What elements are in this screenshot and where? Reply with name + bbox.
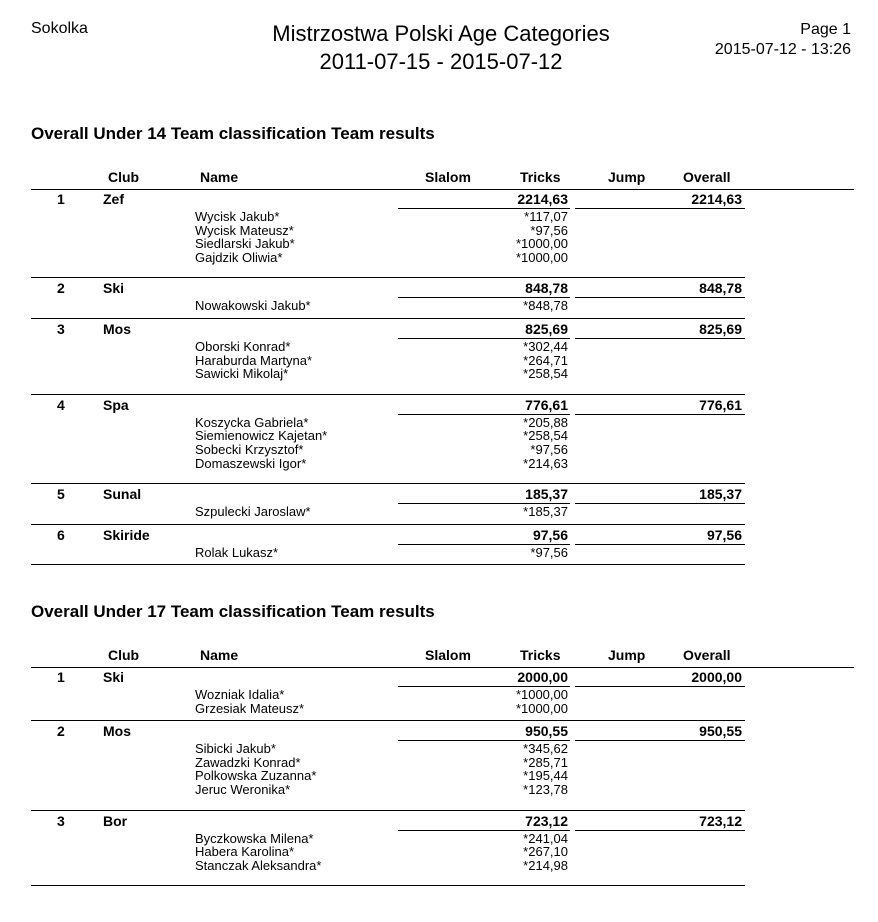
member-name: Jeruc Weronika* [195, 782, 291, 797]
team-tricks-total: 825,69 [525, 321, 568, 337]
member-tricks: *195,44 [523, 768, 568, 784]
member-name: Oborski Konrad* [195, 339, 291, 354]
member-tricks: *1000,00 [515, 249, 568, 265]
team-overall-rule [575, 830, 745, 831]
team-separator-rule [31, 394, 745, 395]
team-club: Mos [103, 723, 131, 740]
member-name: Siemienowicz Kajetan* [195, 428, 328, 444]
team-overall-total: 723,12 [699, 812, 742, 829]
member-name: Polkowska Zuzanna* [195, 768, 317, 784]
team-overall-total: 825,69 [699, 321, 742, 337]
team-separator-rule [31, 564, 745, 565]
column-header-slalom: Slalom [425, 169, 471, 185]
member-name: Siedlarski Jakub* [195, 236, 295, 252]
member-name: Wycisk Mateusz* [195, 222, 294, 238]
team-separator-rule [31, 483, 745, 484]
team-separator-rule [31, 277, 745, 278]
team-overall-rule [575, 297, 745, 298]
member-name: Koszycka Gabriela* [195, 414, 309, 430]
member-name: Sibicki Jakub* [195, 741, 276, 757]
team-club: Ski [103, 669, 125, 685]
member-tricks: *117,07 [524, 209, 568, 224]
page-number: Page 1 [800, 21, 851, 38]
team-tricks-total: 97,56 [532, 526, 568, 543]
team-overall-rule [575, 686, 745, 687]
team-rank: 1 [57, 669, 65, 685]
team-overall-total: 776,61 [699, 396, 742, 413]
report-timestamp: 2015-07-12 - 13:26 [714, 41, 851, 58]
member-name: Stanczak Aleksandra* [195, 857, 322, 873]
section-title: Overall Under 14 Team classification Team results [31, 124, 435, 143]
team-club: Zef [103, 191, 124, 207]
column-header-club: Club [108, 169, 140, 185]
team-tricks-total: 2214,63 [517, 191, 568, 207]
member-tricks: *1000,00 [515, 700, 568, 716]
team-rank: 4 [57, 396, 65, 413]
column-header-jump: Jump [608, 647, 646, 663]
column-header-overall: Overall [683, 169, 731, 185]
column-header-name: Name [200, 647, 239, 663]
team-club: Mos [103, 321, 131, 337]
column-header-slalom: Slalom [425, 647, 471, 663]
report-title-line1: Mistrzostwa Polski Age Categories [272, 21, 610, 46]
member-tricks: *848,78 [523, 298, 568, 314]
member-name: Wozniak Idalia* [195, 687, 285, 702]
member-name: Grzesiak Mateusz* [195, 700, 305, 716]
member-name: Domaszewski Igor* [195, 455, 307, 471]
team-rank: 6 [57, 526, 65, 543]
team-overall-rule [575, 338, 745, 339]
member-tricks: *302,44 [523, 339, 568, 354]
member-name: Wycisk Jakub* [195, 209, 280, 224]
member-name: Byczkowska Milena* [195, 830, 314, 846]
team-club: Bor [103, 812, 128, 829]
member-name: Gajdzik Oliwia* [195, 249, 283, 265]
column-header-overall: Overall [683, 647, 731, 663]
team-tricks-total: 950,55 [525, 723, 568, 740]
member-name: Szpulecki Jaroslaw* [195, 504, 311, 520]
header-rule [31, 189, 854, 190]
report-page-info [715, 20, 851, 60]
member-tricks: *258,54 [523, 366, 568, 382]
member-tricks: *185,37 [523, 504, 568, 520]
member-tricks: *345,62 [523, 741, 568, 757]
team-rank: 3 [57, 321, 65, 337]
column-header-name: Name [200, 169, 239, 185]
team-separator-rule [31, 810, 745, 811]
member-name: Haraburda Martyna* [195, 352, 313, 368]
member-name: Habera Karolina* [195, 844, 295, 860]
team-separator-rule [31, 524, 745, 525]
team-overall-total: 950,55 [699, 723, 742, 740]
team-tricks-total: 2000,00 [517, 669, 568, 685]
team-rank: 2 [57, 723, 65, 740]
team-tricks-total: 723,12 [525, 812, 568, 829]
team-tricks-total: 848,78 [525, 280, 568, 297]
column-header-tricks: Tricks [520, 169, 561, 185]
team-rank: 5 [57, 486, 65, 503]
column-header-jump: Jump [608, 169, 646, 185]
report-location: Sokolka [31, 20, 88, 37]
team-overall-rule [575, 414, 745, 415]
team-overall-rule [575, 740, 745, 741]
team-overall-total: 2214,63 [691, 191, 742, 207]
team-separator-rule [31, 720, 745, 721]
member-tricks: *97,56 [530, 222, 568, 238]
column-header-tricks: Tricks [520, 647, 561, 663]
team-overall-total: 185,37 [699, 486, 742, 503]
team-club: Sunal [103, 486, 142, 503]
member-tricks: *214,63 [523, 455, 568, 471]
member-tricks: *97,56 [530, 442, 568, 457]
team-club: Spa [103, 396, 129, 413]
member-name: Rolak Lukasz* [195, 544, 279, 560]
team-tricks-total: 185,37 [525, 486, 568, 503]
member-tricks: *214,98 [523, 857, 568, 873]
team-overall-total: 848,78 [699, 280, 742, 297]
team-overall-total: 97,56 [706, 526, 742, 543]
team-rank: 2 [57, 280, 65, 297]
member-tricks: *1000,00 [515, 236, 568, 252]
member-tricks: *123,78 [523, 782, 568, 797]
member-tricks: *1000,00 [515, 687, 568, 702]
team-separator-rule [31, 318, 745, 319]
column-header-club: Club [108, 647, 140, 663]
member-name: Sawicki Mikolaj* [195, 366, 289, 382]
member-name: Zawadzki Konrad* [195, 754, 301, 770]
team-tricks-total: 776,61 [525, 396, 568, 413]
member-tricks: *285,71 [523, 754, 568, 770]
team-rank: 1 [57, 191, 65, 207]
team-separator-rule [31, 885, 745, 886]
member-name: Nowakowski Jakub* [195, 298, 311, 314]
team-overall-rule [575, 544, 745, 545]
section-title: Overall Under 17 Team classification Team results [31, 602, 435, 621]
team-overall-total: 2000,00 [691, 669, 742, 685]
member-tricks: *267,10 [523, 844, 568, 860]
member-name: Sobecki Krzysztof* [195, 442, 304, 457]
member-tricks: *264,71 [523, 352, 568, 368]
team-club: Skiride [103, 526, 150, 543]
member-tricks: *205,88 [523, 414, 568, 430]
team-overall-rule [575, 503, 745, 504]
report-date-range: 2011-07-15 - 2015-07-12 [319, 49, 563, 74]
team-overall-rule [575, 208, 745, 209]
team-rank: 3 [57, 812, 65, 829]
member-tricks: *97,56 [530, 544, 568, 560]
team-club: Ski [103, 280, 125, 297]
member-tricks: *258,54 [523, 428, 568, 444]
member-tricks: *241,04 [523, 830, 568, 846]
header-rule [31, 667, 854, 668]
